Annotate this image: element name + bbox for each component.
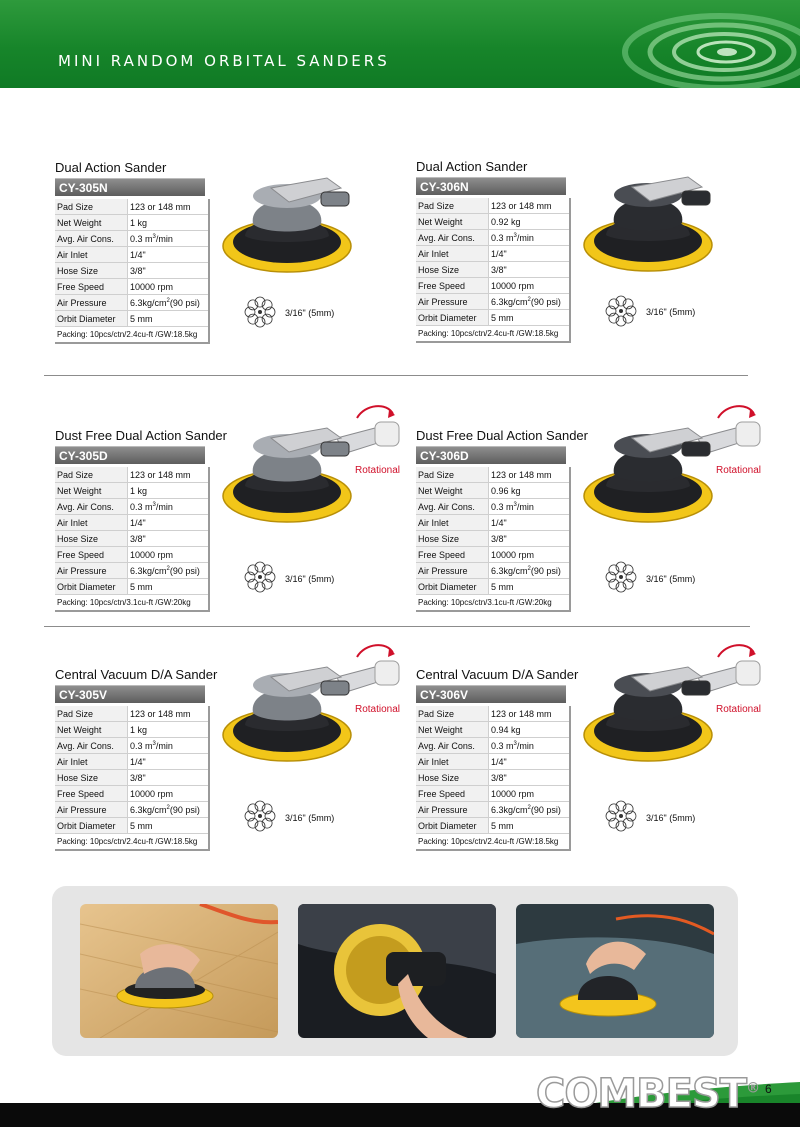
spec-table: [416, 467, 571, 612]
packing-info: Packing: 10pcs/ctn/2.4cu-ft /GW:18.5kg: [416, 326, 570, 343]
spec-row: [55, 515, 209, 531]
spec-value: $6.3kg/cm^2(90$ psi): [128, 295, 210, 311]
spec-label: Free Speed: [55, 279, 128, 295]
spec-label: Free Speed: [55, 547, 128, 563]
orbit-label: 3/16" (5mm): [285, 308, 335, 318]
spec-label: Orbit Diameter: [55, 818, 128, 834]
product-title: Dual Action Sander: [416, 159, 528, 174]
orbit-pattern-icon: [243, 560, 277, 599]
spec-row: [416, 310, 570, 326]
rotational-label: Rotational: [355, 704, 401, 715]
spec-value: 0.3 $m^3/\min$: [128, 738, 210, 754]
spec-row: [55, 818, 209, 834]
spec-value: 1 kg: [128, 215, 210, 231]
ripple-graphic: [610, 10, 800, 88]
spec-value: 0.92 kg: [489, 214, 571, 230]
spec-value: 5 mm: [489, 818, 571, 834]
spec-label: Avg. Air Cons.: [416, 230, 489, 246]
spec-label: Avg. Air Cons.: [416, 738, 489, 754]
spec-value: 123 or 148 mm: [489, 467, 571, 483]
spec-row: [416, 278, 570, 294]
spec-value: 1/4": [489, 754, 571, 770]
spec-value: 3/8": [128, 770, 210, 786]
spec-row: [55, 231, 209, 247]
spec-label: Net Weight: [55, 215, 128, 231]
spec-label: Pad Size: [416, 467, 489, 483]
sander-image: [217, 148, 407, 283]
product-card: [55, 160, 405, 360]
spec-row: [416, 198, 570, 214]
spec-row: [416, 754, 570, 770]
spec-row: [416, 214, 570, 230]
packing-info: Packing: 10pcs/ctn/3.1cu-ft /GW:20kg: [416, 595, 570, 612]
spec-row: [416, 531, 570, 547]
product-title: Central Vacuum D/A Sander: [55, 667, 218, 682]
page-number: 6: [765, 1082, 772, 1096]
usage-photo-panel: [52, 886, 738, 1056]
spec-row: [416, 467, 570, 483]
spec-value: 3/8": [489, 531, 571, 547]
spec-value: 123 or 148 mm: [489, 198, 571, 214]
spec-label: Avg. Air Cons.: [55, 499, 128, 515]
spec-label: Air Pressure: [55, 563, 128, 579]
model-badge: CY-305N: [55, 178, 205, 196]
spec-value: 1 kg: [128, 483, 210, 499]
spec-label: Air Pressure: [416, 294, 489, 310]
spec-row: [55, 295, 209, 311]
usage-photo-wood: [80, 904, 278, 1038]
spec-label: Orbit Diameter: [55, 311, 128, 327]
spec-row: [55, 215, 209, 231]
packing-row: [55, 595, 209, 612]
orbit-label: 3/16" (5mm): [285, 813, 335, 823]
spec-row: [55, 547, 209, 563]
product-title: Dust Free Dual Action Sander: [55, 428, 227, 443]
spec-row: [416, 818, 570, 834]
spec-value: 123 or 148 mm: [128, 706, 210, 722]
spec-row: [416, 499, 570, 515]
orbit-pattern-icon: [604, 799, 638, 838]
spec-label: Air Inlet: [416, 246, 489, 262]
spec-row: [55, 579, 209, 595]
orbit-pattern-icon: [604, 560, 638, 599]
spec-table: [55, 706, 210, 851]
orbit-label: 3/16" (5mm): [646, 307, 696, 317]
spec-value: $6.3kg/cm^2(90$ psi): [489, 563, 571, 579]
spec-label: Air Inlet: [55, 754, 128, 770]
orbit-pattern-icon: [243, 295, 277, 334]
model-badge: CY-305D: [55, 446, 205, 464]
spec-value: 123 or 148 mm: [489, 706, 571, 722]
spec-label: Orbit Diameter: [416, 579, 489, 595]
packing-info: Packing: 10pcs/ctn/2.4cu-ft /GW:18.5kg: [416, 834, 570, 851]
spec-row: [416, 802, 570, 818]
spec-value: 3/8": [128, 263, 210, 279]
spec-label: Orbit Diameter: [55, 579, 128, 595]
spec-value: 1/4": [128, 754, 210, 770]
spec-value: 123 or 148 mm: [128, 199, 210, 215]
spec-value: $6.3kg/cm^2(90$ psi): [128, 563, 210, 579]
product-card: [55, 667, 405, 867]
spec-table: [416, 706, 571, 851]
product-card: [416, 159, 766, 359]
spec-value: $6.3kg/cm^2(90$ psi): [489, 802, 571, 818]
spec-table: [55, 199, 210, 344]
spec-row: [55, 754, 209, 770]
spec-value: 0.94 kg: [489, 722, 571, 738]
spec-value: 3/8": [489, 262, 571, 278]
spec-value: 1/4": [128, 515, 210, 531]
spec-label: Net Weight: [416, 483, 489, 499]
spec-value: 10000 rpm: [128, 547, 210, 563]
spec-label: Air Pressure: [55, 295, 128, 311]
spec-value: 1/4": [489, 246, 571, 262]
section-divider: [44, 626, 750, 627]
spec-label: Hose Size: [55, 263, 128, 279]
spec-label: Air Inlet: [55, 515, 128, 531]
spec-value: 10000 rpm: [489, 278, 571, 294]
spec-row: [55, 499, 209, 515]
spec-label: Pad Size: [416, 198, 489, 214]
spec-row: [416, 706, 570, 722]
spec-row: [416, 515, 570, 531]
spec-label: Orbit Diameter: [416, 818, 489, 834]
spec-label: Net Weight: [416, 722, 489, 738]
packing-row: [416, 326, 570, 343]
orbit-label: 3/16" (5mm): [646, 813, 696, 823]
spec-value: 1/4": [128, 247, 210, 263]
orbit-label: 3/16" (5mm): [646, 574, 696, 584]
spec-label: Net Weight: [416, 214, 489, 230]
spec-label: Free Speed: [55, 786, 128, 802]
product-title: Dual Action Sander: [55, 160, 167, 175]
spec-label: Hose Size: [55, 770, 128, 786]
brand-logo: COMBEST®: [536, 1071, 760, 1117]
spec-label: Pad Size: [55, 467, 128, 483]
spec-label: Air Pressure: [416, 563, 489, 579]
spec-row: [55, 738, 209, 754]
spec-label: Air Inlet: [55, 247, 128, 263]
spec-row: [416, 738, 570, 754]
spec-label: Orbit Diameter: [416, 310, 489, 326]
spec-table: [416, 198, 571, 343]
spec-row: [55, 770, 209, 786]
spec-label: Avg. Air Cons.: [416, 499, 489, 515]
spec-row: [416, 483, 570, 499]
spec-label: Air Inlet: [416, 515, 489, 531]
packing-row: [416, 595, 570, 612]
spec-value: 0.3 $m^3/\min$: [128, 231, 210, 247]
spec-row: [416, 786, 570, 802]
spec-row: [416, 547, 570, 563]
product-title: Dust Free Dual Action Sander: [416, 428, 588, 443]
spec-row: [416, 230, 570, 246]
spec-row: [55, 531, 209, 547]
spec-label: Hose Size: [55, 531, 128, 547]
product-card: [416, 428, 766, 628]
usage-photo-panel-car: [516, 904, 714, 1038]
spec-label: Hose Size: [416, 770, 489, 786]
spec-row: [55, 722, 209, 738]
spec-value: 5 mm: [489, 579, 571, 595]
spec-row: [55, 786, 209, 802]
rotational-label: Rotational: [716, 465, 762, 476]
rotational-label: Rotational: [355, 465, 401, 476]
spec-label: Free Speed: [416, 547, 489, 563]
orbit-pattern-icon: [243, 799, 277, 838]
spec-row: [55, 802, 209, 818]
spec-row: [416, 579, 570, 595]
spec-row: [416, 563, 570, 579]
spec-value: 10000 rpm: [128, 279, 210, 295]
spec-row: [55, 279, 209, 295]
spec-label: Avg. Air Cons.: [55, 231, 128, 247]
model-badge: CY-306V: [416, 685, 566, 703]
spec-value: 1/4": [489, 515, 571, 531]
spec-value: 10000 rpm: [489, 547, 571, 563]
product-card: [55, 428, 405, 628]
spec-value: 3/8": [489, 770, 571, 786]
spec-value: 0.3 $m^3/\min$: [128, 499, 210, 515]
product-title: Central Vacuum D/A Sander: [416, 667, 579, 682]
spec-label: Pad Size: [416, 706, 489, 722]
spec-label: Net Weight: [55, 722, 128, 738]
usage-photo-car: [298, 904, 496, 1038]
spec-row: [55, 199, 209, 215]
packing-info: Packing: 10pcs/ctn/2.4cu-ft /GW:18.5kg: [55, 834, 209, 851]
spec-label: Net Weight: [55, 483, 128, 499]
model-badge: CY-306D: [416, 446, 566, 464]
spec-label: Hose Size: [416, 262, 489, 278]
packing-row: [55, 834, 209, 851]
spec-value: 0.96 kg: [489, 483, 571, 499]
spec-value: 0.3 $m^3/\min$: [489, 738, 571, 754]
spec-value: $6.3kg/cm^2(90$ psi): [128, 802, 210, 818]
spec-label: Free Speed: [416, 278, 489, 294]
spec-value: 123 or 148 mm: [128, 467, 210, 483]
spec-table: [55, 467, 210, 612]
spec-row: [416, 770, 570, 786]
spec-value: 5 mm: [128, 818, 210, 834]
spec-row: [416, 246, 570, 262]
spec-label: Air Inlet: [416, 754, 489, 770]
packing-info: Packing: 10pcs/ctn/2.4cu-ft /GW:18.5kg: [55, 327, 209, 344]
spec-value: 1 kg: [128, 722, 210, 738]
spec-row: [55, 467, 209, 483]
product-card: [416, 667, 766, 867]
spec-value: 5 mm: [128, 579, 210, 595]
spec-label: Hose Size: [416, 531, 489, 547]
model-badge: CY-306N: [416, 177, 566, 195]
spec-value: 5 mm: [489, 310, 571, 326]
spec-row: [55, 311, 209, 327]
spec-label: Pad Size: [55, 199, 128, 215]
spec-row: [55, 263, 209, 279]
spec-label: Free Speed: [416, 786, 489, 802]
sander-image: [578, 147, 768, 282]
spec-value: 0.3 $m^3/\min$: [489, 499, 571, 515]
spec-row: [55, 706, 209, 722]
spec-row: [55, 563, 209, 579]
spec-row: [55, 247, 209, 263]
spec-value: 3/8": [128, 531, 210, 547]
spec-row: [416, 294, 570, 310]
packing-row: [55, 327, 209, 344]
packing-row: [416, 834, 570, 851]
spec-row: [416, 262, 570, 278]
spec-label: Avg. Air Cons.: [55, 738, 128, 754]
model-badge: CY-305V: [55, 685, 205, 703]
spec-value: 5 mm: [128, 311, 210, 327]
spec-row: [55, 483, 209, 499]
section-divider: [44, 375, 748, 376]
spec-label: Air Pressure: [416, 802, 489, 818]
spec-label: Pad Size: [55, 706, 128, 722]
packing-info: Packing: 10pcs/ctn/3.1cu-ft /GW:20kg: [55, 595, 209, 612]
spec-value: 10000 rpm: [489, 786, 571, 802]
spec-value: 10000 rpm: [128, 786, 210, 802]
rotational-label: Rotational: [716, 704, 762, 715]
page-header: [0, 0, 800, 88]
spec-label: Air Pressure: [55, 802, 128, 818]
orbit-pattern-icon: [604, 294, 638, 333]
spec-row: [416, 722, 570, 738]
page-title: MINI RANDOM ORBITAL SANDERS: [58, 52, 390, 70]
spec-value: $6.3kg/cm^2(90$ psi): [489, 294, 571, 310]
orbit-label: 3/16" (5mm): [285, 574, 335, 584]
spec-value: 0.3 $m^3/\min$: [489, 230, 571, 246]
